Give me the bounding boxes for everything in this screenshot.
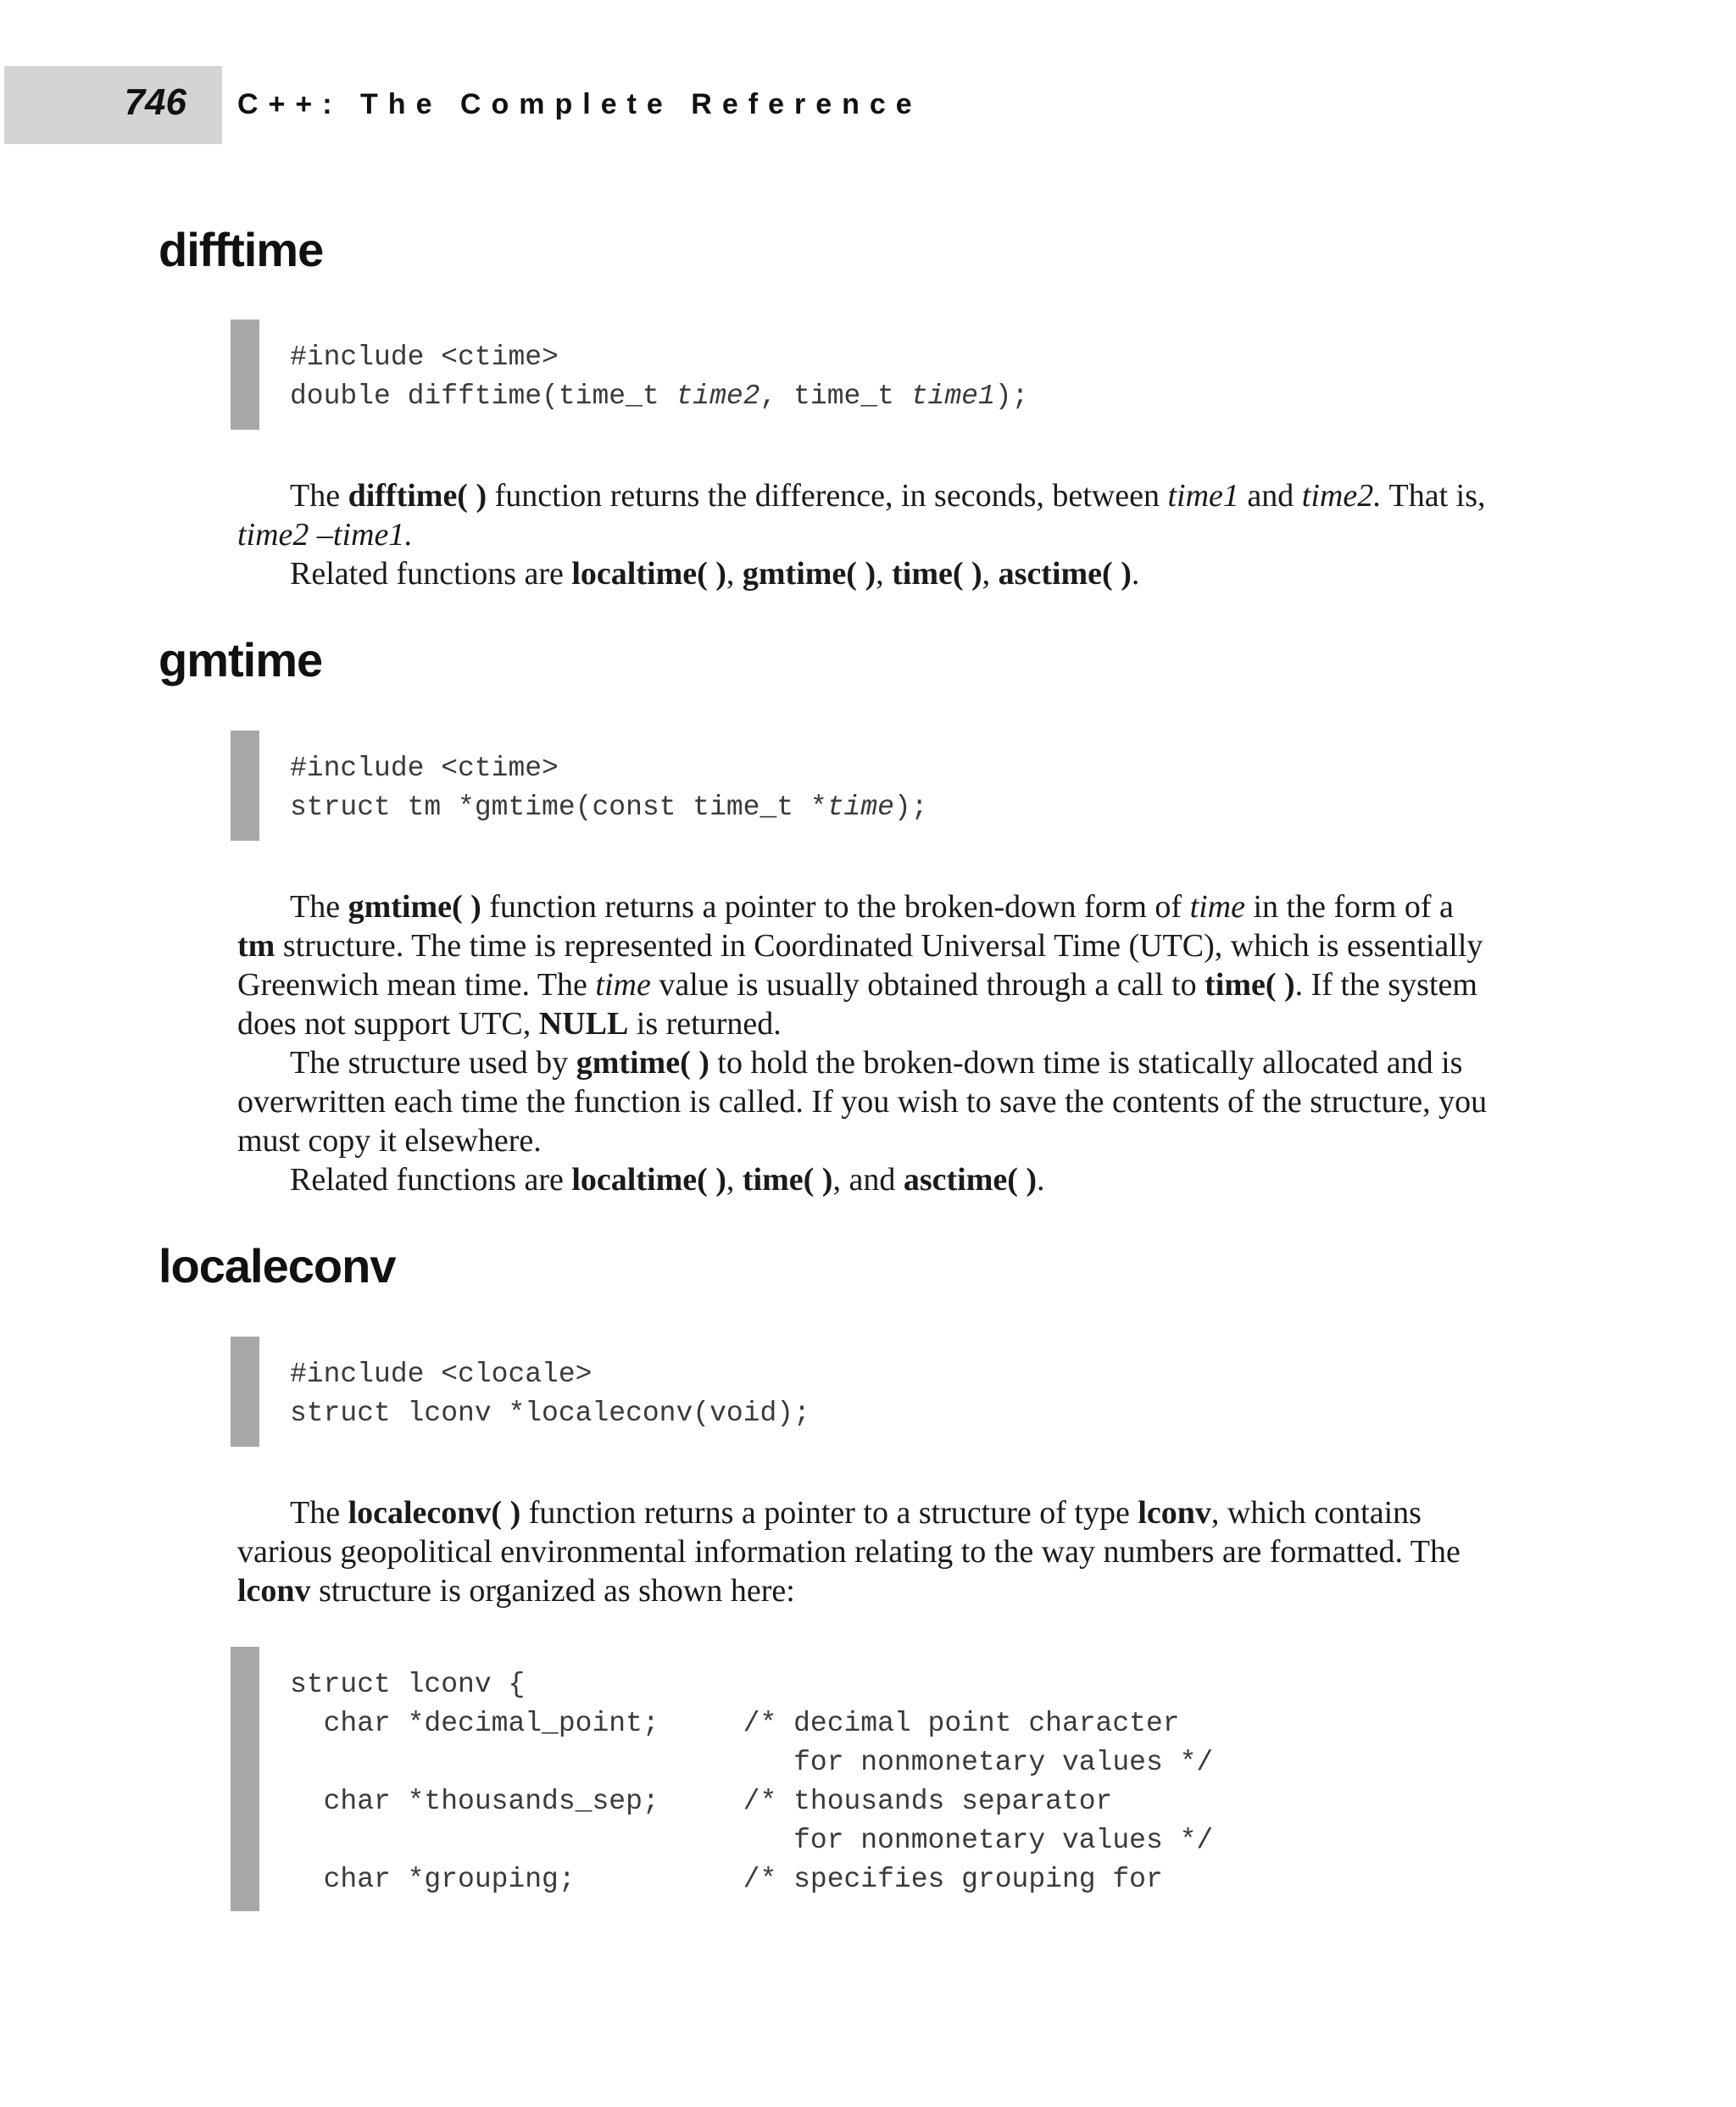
paragraph: The structure used by gmtime( ) to hold the broken-down time is statically allocated and is overwritten each time the function is called. If you wish to save the contents of the structure, you must copy it elsewhere. xyxy=(237,1045,1488,1159)
section-title-localeconv: localeconv xyxy=(159,1239,396,1293)
paragraph: The gmtime( ) function returns a pointer to the broken-down form of time in the form of a tm structure. The time is represented in Coordinated Universal Time (UTC), which is essentially Greenwich mean time. The time value is usually obtained through a call to time( ). If the system does not support UTC, NULL is returned. xyxy=(237,889,1483,1042)
code-line: #include <ctime> xyxy=(290,753,559,784)
section-title-difftime: difftime xyxy=(159,223,324,276)
code-line: struct lconv { xyxy=(290,1669,526,1700)
code-line: for nonmonetary values */ xyxy=(290,1747,1214,1778)
page-header xyxy=(0,0,1736,153)
code-block-gmtime xyxy=(231,731,928,841)
description-gmtime xyxy=(237,887,1492,1199)
code-line: double difftime(time_t time2, time_t time1); xyxy=(290,381,1029,412)
code-line: for nonmonetary values */ xyxy=(290,1825,1214,1856)
code-line: #include <clocale> xyxy=(290,1359,593,1390)
code-line: #include <ctime> xyxy=(290,342,559,373)
code-line: char *thousands_sep; /* thousands separator xyxy=(290,1786,1113,1817)
section-title-gmtime: gmtime xyxy=(159,633,323,687)
paragraph: The localeconv( ) function returns a pointer to a structure of type lconv, which contains various geopolitical environmental information relating to the way numbers are formatted. The lconv structure is organized as shown here: xyxy=(237,1495,1461,1609)
paragraph: The difftime( ) function returns the difference, in seconds, between time1 and time2. That is, time2 –time1. xyxy=(237,478,1486,553)
code-line: struct tm *gmtime(const time_t *time); xyxy=(290,792,928,823)
code-block-localeconv xyxy=(231,1337,810,1447)
page-number-tab xyxy=(4,66,222,144)
page-number: 746 xyxy=(124,81,186,123)
code-block-difftime xyxy=(231,320,1028,430)
code-line: char *decimal_point; /* decimal point character xyxy=(290,1708,1180,1739)
code-block-lconv-struct xyxy=(231,1647,1213,1911)
description-localeconv xyxy=(237,1493,1492,1610)
paragraph: Related functions are localtime( ), gmtime( ), time( ), asctime( ). xyxy=(290,556,1140,592)
paragraph: Related functions are localtime( ), time( ), and asctime( ). xyxy=(290,1162,1045,1198)
code-line: char *grouping; /* specifies grouping for xyxy=(290,1864,1163,1895)
description-difftime xyxy=(237,476,1492,593)
running-title: C++: The Complete Reference xyxy=(237,88,922,120)
code-line: struct lconv *localeconv(void); xyxy=(290,1398,810,1429)
